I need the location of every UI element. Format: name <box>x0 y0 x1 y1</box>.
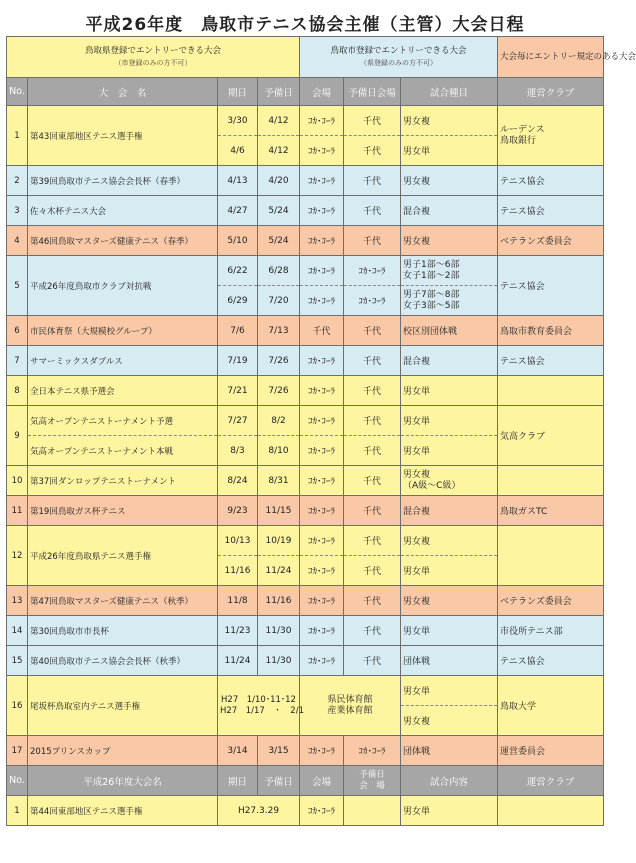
legend-row <box>7 37 604 78</box>
table-row <box>7 526 604 556</box>
row-venue: ｺｶ･ｺｰﾗ <box>300 796 344 826</box>
legend-yellow-text: 鳥取県登録でエントリーできる大会 <box>85 46 222 56</box>
row-club-line: 鳥取銀行 <box>500 135 537 146</box>
row-name: 気高オープンテニストーナメント本戦 <box>28 436 218 466</box>
table-row <box>7 646 604 676</box>
footer-header-no: No. <box>7 766 28 796</box>
legend-blue <box>300 37 498 78</box>
row-event <box>401 256 498 286</box>
row-name: 第44回東部地区テニス選手権 <box>28 796 218 826</box>
row-club: 市役所テニス部 <box>498 616 604 646</box>
row-club: 鳥取大学 <box>498 676 604 736</box>
footer-header-name: 平成26年度大会名 <box>28 766 218 796</box>
row-no: 4 <box>7 226 28 256</box>
footer-header-venue: 会場 <box>300 766 344 796</box>
row-no: 3 <box>7 196 28 226</box>
table-row <box>7 106 604 136</box>
row-club: 運営委員会 <box>498 736 604 766</box>
row-name: 第30回鳥取市市長杯 <box>28 616 218 646</box>
footer-header-event: 試合内容 <box>401 766 498 796</box>
row-date: 9/23 <box>218 496 258 526</box>
row-spare: 11/24 <box>258 556 300 586</box>
row-spare-venue: 千代 <box>344 196 401 226</box>
header-spare-venue: 予備日会場 <box>344 78 401 106</box>
row-date: 3/30 <box>218 106 258 136</box>
legend-yellow <box>7 37 300 78</box>
row-event <box>401 466 498 496</box>
row-spare: 7/26 <box>258 346 300 376</box>
row-club: ベテランズ委員会 <box>498 226 604 256</box>
table-row <box>7 496 604 526</box>
row-venue: ｺｶ･ｺｰﾗ <box>300 586 344 616</box>
row-spare-venue: 千代 <box>344 316 401 346</box>
header-row <box>7 78 604 106</box>
legend-blue-sub: （県登録のみの方不可） <box>360 59 438 67</box>
row-venue: ｺｶ･ｺｰﾗ <box>300 736 344 766</box>
row-date: 7/19 <box>218 346 258 376</box>
row-date: 11/24 <box>218 646 258 676</box>
row-spare: 3/15 <box>258 736 300 766</box>
row-name: 気高オープンテニストーナメント予選 <box>28 406 218 436</box>
row-venue: 千代 <box>300 316 344 346</box>
row-spare-venue: 千代 <box>344 406 401 436</box>
row-no: 2 <box>7 166 28 196</box>
row-name: 全日本テニス県予選会 <box>28 376 218 406</box>
row-spare-venue: 千代 <box>344 166 401 196</box>
row-no: 16 <box>7 676 28 736</box>
row-name: 第43回東部地区テニス選手権 <box>28 106 218 166</box>
row-no: 13 <box>7 586 28 616</box>
footer-header-line: 会 場 <box>359 780 385 791</box>
row-venue: ｺｶ･ｺｰﾗ <box>300 346 344 376</box>
row-spare-venue: 千代 <box>344 586 401 616</box>
footer-header-row <box>7 766 604 796</box>
row-spare: 7/13 <box>258 316 300 346</box>
row-name: サマーミックスダブルス <box>28 346 218 376</box>
row-spare-venue: ｺｶ･ｺｰﾗ <box>344 286 401 316</box>
row-event: 男女複 <box>401 106 498 136</box>
row-venue: ｺｶ･ｺｰﾗ <box>300 556 344 586</box>
row-spare: 8/31 <box>258 466 300 496</box>
row-no: 17 <box>7 736 28 766</box>
row-event: 団体戦 <box>401 646 498 676</box>
row-no: 10 <box>7 466 28 496</box>
row-date: 6/29 <box>218 286 258 316</box>
footer-header-spare-venue <box>344 766 401 796</box>
row-spare: 11/30 <box>258 616 300 646</box>
row-club: 気高クラブ <box>498 406 604 466</box>
header-club: 運営クラブ <box>498 78 604 106</box>
row-name: 第19回鳥取ガス杯テニス <box>28 496 218 526</box>
row-spare-venue: 千代 <box>344 556 401 586</box>
row-spare-venue: 千代 <box>344 136 401 166</box>
row-event: 男女単 <box>401 406 498 436</box>
row-date: 8/24 <box>218 466 258 496</box>
row-spare-venue: 千代 <box>344 106 401 136</box>
row-date: 4/27 <box>218 196 258 226</box>
table-row <box>7 346 604 376</box>
row-event: 団体戦 <box>401 736 498 766</box>
schedule-table <box>6 36 636 826</box>
legend-orange-text: 大会毎にエントリー規定のある大会 <box>500 52 636 62</box>
row-venue: ｺｶ･ｺｰﾗ <box>300 406 344 436</box>
table-row <box>7 316 604 346</box>
row-date-line: H27 1/17 ・ 2/1 <box>220 705 304 716</box>
row-date: 5/10 <box>218 226 258 256</box>
row-date: 11/23 <box>218 616 258 646</box>
row-no: 1 <box>7 796 28 826</box>
table-row <box>7 376 604 406</box>
row-club-line: ルーデンス <box>500 124 545 135</box>
row-venue: ｺｶ･ｺｰﾗ <box>300 376 344 406</box>
table-row <box>7 166 604 196</box>
row-no: 5 <box>7 256 28 316</box>
row-club: ベテランズ委員会 <box>498 586 604 616</box>
row-date: 8/3 <box>218 436 258 466</box>
row-event: 混合複 <box>401 346 498 376</box>
row-name: 2015プリンスカップ <box>28 736 218 766</box>
row-spare-venue: 千代 <box>344 376 401 406</box>
row-no: 7 <box>7 346 28 376</box>
row-spare-venue: 千代 <box>344 646 401 676</box>
row-club: 鳥取市教育委員会 <box>498 316 604 346</box>
row-event-line: 男女複 <box>403 469 431 480</box>
row-event <box>401 286 498 316</box>
legend-orange <box>498 37 636 78</box>
row-event: 男女複 <box>401 526 498 556</box>
table-row <box>7 586 604 616</box>
row-date: 11/8 <box>218 586 258 616</box>
row-spare: 5/24 <box>258 196 300 226</box>
row-spare: 4/12 <box>258 106 300 136</box>
row-name: 第37回ダンロップテニストーナメント <box>28 466 218 496</box>
row-venue <box>300 676 401 736</box>
row-event-line: 女子3部～5部 <box>403 300 460 311</box>
row-name: 第47回鳥取マスターズ健康テニス（秋季） <box>28 586 218 616</box>
row-spare-venue: ｺｶ･ｺｰﾗ <box>344 736 401 766</box>
row-spare-venue <box>344 796 401 826</box>
row-spare-venue: ｺｶ･ｺｰﾗ <box>344 256 401 286</box>
row-spare-venue: 千代 <box>344 436 401 466</box>
table-row <box>7 736 604 766</box>
row-venue: ｺｶ･ｺｰﾗ <box>300 256 344 286</box>
table-row <box>7 616 604 646</box>
header-no: No. <box>7 78 28 106</box>
row-name: 第46回鳥取マスターズ健康テニス（春季） <box>28 226 218 256</box>
table-row <box>7 406 604 436</box>
row-no: 15 <box>7 646 28 676</box>
row-club <box>498 526 604 586</box>
row-date-line: H27 1/10･11･12 <box>221 694 296 705</box>
row-venue-line: 県民体育館 <box>327 694 373 705</box>
row-event-line: 男子1部～6部 <box>403 259 460 270</box>
row-date: 3/14 <box>218 736 258 766</box>
row-name: 第39回鳥取市テニス協会会長杯（春季） <box>28 166 218 196</box>
row-venue: ｺｶ･ｺｰﾗ <box>300 226 344 256</box>
row-spare-venue: 千代 <box>344 346 401 376</box>
row-venue-line: 産業体育館 <box>327 705 373 716</box>
row-venue: ｺｶ･ｺｰﾗ <box>300 136 344 166</box>
row-event: 校区別団体戦 <box>401 316 498 346</box>
row-date: 7/21 <box>218 376 258 406</box>
header-event: 試合種目 <box>401 78 498 106</box>
row-event: 男女単 <box>401 376 498 406</box>
legend-blue-text: 鳥取市登録でエントリーできる大会 <box>330 46 467 56</box>
row-club: 鳥取ガスTC <box>498 496 604 526</box>
row-event: 男女複 <box>401 706 498 736</box>
row-club <box>498 106 604 166</box>
row-club: テニス協会 <box>498 196 604 226</box>
row-spare-venue: 千代 <box>344 526 401 556</box>
row-venue: ｺｶ･ｺｰﾗ <box>300 436 344 466</box>
row-event-line: 女子1部～2部 <box>403 270 460 281</box>
row-event: 男女単 <box>401 436 498 466</box>
row-spare-venue: 千代 <box>344 226 401 256</box>
row-spare: 6/28 <box>258 256 300 286</box>
table-row <box>7 256 604 286</box>
row-event: 男女単 <box>401 676 498 706</box>
row-no: 6 <box>7 316 28 346</box>
header-date: 期日 <box>218 78 258 106</box>
row-club <box>498 466 604 496</box>
row-name: 市民体育祭（大規模校グループ） <box>28 316 218 346</box>
row-date: 6/22 <box>218 256 258 286</box>
row-spare: 10/19 <box>258 526 300 556</box>
row-club: テニス協会 <box>498 166 604 196</box>
row-spare: 7/20 <box>258 286 300 316</box>
row-event: 混合複 <box>401 196 498 226</box>
row-spare: 7/26 <box>258 376 300 406</box>
row-name: 第40回鳥取市テニス協会会長杯（秋季） <box>28 646 218 676</box>
row-date: 4/6 <box>218 136 258 166</box>
row-spare: 11/15 <box>258 496 300 526</box>
header-venue: 会場 <box>300 78 344 106</box>
row-no: 9 <box>7 406 28 466</box>
row-event: 男女単 <box>401 136 498 166</box>
row-venue: ｺｶ･ｺｰﾗ <box>300 496 344 526</box>
row-venue: ｺｶ･ｺｰﾗ <box>300 106 344 136</box>
row-spare: 8/10 <box>258 436 300 466</box>
row-name: 平成26年度鳥取県テニス選手権 <box>28 526 218 586</box>
header-name: 大 会 名 <box>28 78 218 106</box>
footer-header-club: 運営クラブ <box>498 766 604 796</box>
row-club: テニス協会 <box>498 646 604 676</box>
row-club <box>498 376 604 406</box>
row-spare: 4/12 <box>258 136 300 166</box>
row-club <box>498 796 604 826</box>
row-spare: 4/20 <box>258 166 300 196</box>
header-spare: 予備日 <box>258 78 300 106</box>
footer-header-date: 期日 <box>218 766 258 796</box>
row-venue: ｺｶ･ｺｰﾗ <box>300 286 344 316</box>
row-venue: ｺｶ･ｺｰﾗ <box>300 166 344 196</box>
footer-header-spare: 予備日 <box>258 766 300 796</box>
row-event: 男女複 <box>401 226 498 256</box>
row-event: 混合複 <box>401 496 498 526</box>
row-event-line: （A級～C級） <box>403 480 461 491</box>
row-spare: 11/30 <box>258 646 300 676</box>
row-event: 男女複 <box>401 586 498 616</box>
row-venue: ｺｶ･ｺｰﾗ <box>300 616 344 646</box>
row-spare: 8/2 <box>258 406 300 436</box>
row-spare-venue: 千代 <box>344 466 401 496</box>
row-date: 7/27 <box>218 406 258 436</box>
table-row <box>7 196 604 226</box>
footer-row <box>7 796 604 826</box>
row-date <box>218 676 304 736</box>
row-spare: 5/24 <box>258 226 300 256</box>
row-club: テニス協会 <box>498 346 604 376</box>
row-name: 佐々木杯テニス大会 <box>28 196 218 226</box>
row-event: 男女複 <box>401 166 498 196</box>
page-title: 平成26年度 鳥取市テニス協会主催（主管）大会日程 <box>85 15 525 35</box>
table-row <box>7 466 604 496</box>
row-no: 8 <box>7 376 28 406</box>
row-event: 男女単 <box>401 796 498 826</box>
row-date: 11/16 <box>218 556 258 586</box>
row-venue: ｺｶ･ｺｰﾗ <box>300 526 344 556</box>
row-no: 11 <box>7 496 28 526</box>
row-date: 7/6 <box>218 316 258 346</box>
row-no: 12 <box>7 526 28 586</box>
row-date: H27.3.29 <box>218 796 300 826</box>
row-event: 男女単 <box>401 556 498 586</box>
row-spare: 11/16 <box>258 586 300 616</box>
row-venue: ｺｶ･ｺｰﾗ <box>300 196 344 226</box>
row-venue: ｺｶ･ｺｰﾗ <box>300 646 344 676</box>
row-event-line: 男子7部～8部 <box>403 289 460 300</box>
row-club: テニス協会 <box>498 256 604 316</box>
row-no: 1 <box>7 106 28 166</box>
row-spare-venue: 千代 <box>344 616 401 646</box>
row-spare-venue: 千代 <box>344 496 401 526</box>
row-date: 4/13 <box>218 166 258 196</box>
table-row <box>7 676 604 706</box>
footer-header-line: 予備日 <box>359 769 385 780</box>
row-name: 尾坂杯鳥取室内テニス選手権 <box>28 676 218 736</box>
row-event: 男女単 <box>401 616 498 646</box>
table-row <box>7 226 604 256</box>
row-venue: ｺｶ･ｺｰﾗ <box>300 466 344 496</box>
legend-yellow-sub: （市登録のみの方不可） <box>114 59 192 67</box>
row-name: 平成26年度鳥取市クラブ対抗戦 <box>28 256 218 316</box>
row-date: 10/13 <box>218 526 258 556</box>
row-no: 14 <box>7 616 28 646</box>
